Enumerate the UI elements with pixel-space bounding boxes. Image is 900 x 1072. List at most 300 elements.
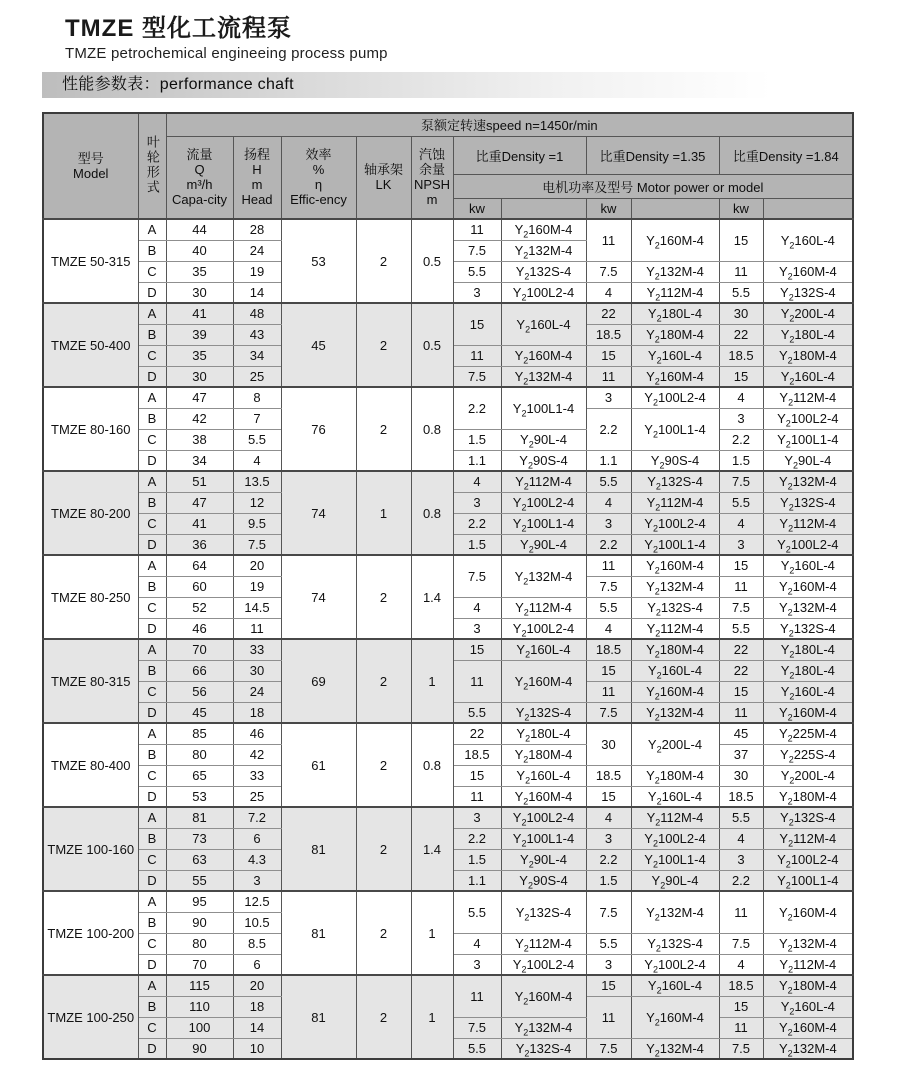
- impeller-cell: C: [138, 345, 166, 366]
- bearing-cell: 2: [356, 219, 411, 303]
- table-header: [43, 113, 853, 219]
- impeller-cell: C: [138, 1017, 166, 1038]
- impeller-cell: A: [138, 219, 166, 240]
- motor-model-cell-density2: $Y_2160M-4$: [631, 219, 719, 261]
- motor-model-cell-density1: $Y_2132M-4$: [501, 1017, 586, 1038]
- motor-kw-cell-density3: 18.5: [719, 975, 763, 996]
- header-npsh-symbol: NPSH: [413, 177, 451, 193]
- impeller-cell: B: [138, 828, 166, 849]
- head-cell: 25: [233, 786, 281, 807]
- bearing-cell: 2: [356, 975, 411, 1059]
- motor-kw-cell-density3: 5.5: [719, 618, 763, 639]
- header-capacity-en: Capa-city: [172, 192, 227, 208]
- head-cell: 19: [233, 576, 281, 597]
- motor-model-cell-density2: $Y_2100L1-4$: [631, 849, 719, 870]
- head-cell: 6: [233, 954, 281, 975]
- section-banner: [42, 72, 900, 98]
- model-cell: TMZE 80-200: [43, 471, 138, 555]
- motor-model-cell-density2: $Y_2112M-4$: [631, 492, 719, 513]
- motor-kw-cell-density1: 7.5: [453, 366, 501, 387]
- impeller-cell: A: [138, 975, 166, 996]
- header-model: [43, 113, 138, 219]
- header-motor-power: 电机功率及型号 Motor power or model: [453, 174, 853, 198]
- motor-model-cell-density3: $Y_2160L-4$: [763, 366, 853, 387]
- impeller-cell: A: [138, 891, 166, 912]
- npsh-cell: 1: [411, 639, 453, 723]
- motor-model-cell-density3: $Y_2132S-4$: [763, 492, 853, 513]
- efficiency-cell: 81: [281, 975, 356, 1059]
- motor-model-cell-density2: $Y_290S-4$: [631, 450, 719, 471]
- motor-kw-cell-density3: 15: [719, 366, 763, 387]
- capacity-cell: 110: [166, 996, 233, 1017]
- motor-model-cell-density2: $Y_2100L2-4$: [631, 954, 719, 975]
- impeller-cell: D: [138, 618, 166, 639]
- motor-kw-cell-density1: 11: [453, 975, 501, 1017]
- capacity-cell: 30: [166, 366, 233, 387]
- motor-model-cell-density3: $Y_2100L2-4$: [763, 408, 853, 429]
- capacity-cell: 36: [166, 534, 233, 555]
- motor-model-cell-density2: $Y_2160M-4$: [631, 996, 719, 1038]
- head-cell: 24: [233, 240, 281, 261]
- npsh-cell: 1: [411, 975, 453, 1059]
- model-cell: TMZE 50-400: [43, 303, 138, 387]
- motor-model-cell-density1: $Y_2132S-4$: [501, 891, 586, 933]
- motor-kw-cell-density1: 1.1: [453, 870, 501, 891]
- impeller-cell: C: [138, 765, 166, 786]
- model-cell: TMZE 80-250: [43, 555, 138, 639]
- head-cell: 33: [233, 639, 281, 660]
- header-capacity-unit: m³/h: [186, 177, 213, 193]
- motor-kw-cell-density2: 7.5: [586, 1038, 631, 1059]
- motor-kw-cell-density1: 4: [453, 597, 501, 618]
- motor-model-cell-density3: $Y_2225M-4$: [763, 723, 853, 744]
- bearing-cell: 2: [356, 387, 411, 471]
- motor-model-cell-density1: $Y_2112M-4$: [501, 471, 586, 492]
- header-kw-1: kw: [453, 198, 501, 219]
- motor-kw-cell-density1: 11: [453, 660, 501, 702]
- impeller-cell: D: [138, 366, 166, 387]
- motor-model-cell-density1: $Y_2100L1-4$: [501, 828, 586, 849]
- table-body: [43, 219, 853, 1059]
- impeller-cell: C: [138, 681, 166, 702]
- motor-kw-cell-density2: 7.5: [586, 891, 631, 933]
- impeller-cell: B: [138, 492, 166, 513]
- motor-model-cell-density1: $Y_2132S-4$: [501, 702, 586, 723]
- header-motor-model-2: [631, 198, 719, 219]
- motor-kw-cell-density1: 11: [453, 219, 501, 240]
- motor-kw-cell-density2: 15: [586, 345, 631, 366]
- motor-kw-cell-density3: 2.2: [719, 429, 763, 450]
- motor-kw-cell-density3: 15: [719, 555, 763, 576]
- head-cell: 12: [233, 492, 281, 513]
- motor-model-cell-density3: $Y_2160M-4$: [763, 261, 853, 282]
- motor-kw-cell-density3: 3: [719, 534, 763, 555]
- motor-model-cell-density3: $Y_2100L1-4$: [763, 870, 853, 891]
- impeller-cell: A: [138, 723, 166, 744]
- motor-model-cell-density2: $Y_2180M-4$: [631, 639, 719, 660]
- capacity-cell: 52: [166, 597, 233, 618]
- head-cell: 48: [233, 303, 281, 324]
- motor-kw-cell-density2: 11: [586, 996, 631, 1038]
- motor-model-cell-density2: $Y_2160L-4$: [631, 345, 719, 366]
- motor-model-cell-density1: $Y_2132M-4$: [501, 366, 586, 387]
- capacity-cell: 70: [166, 639, 233, 660]
- capacity-cell: 63: [166, 849, 233, 870]
- head-cell: 5.5: [233, 429, 281, 450]
- motor-kw-cell-density2: 3: [586, 828, 631, 849]
- header-efficiency-symbol: η: [314, 177, 323, 193]
- motor-model-cell-density2: $Y_2112M-4$: [631, 282, 719, 303]
- motor-kw-cell-density1: 5.5: [453, 702, 501, 723]
- motor-model-cell-density2: $Y_290L-4$: [631, 870, 719, 891]
- motor-model-cell-density3: $Y_2160M-4$: [763, 891, 853, 933]
- motor-kw-cell-density2: 1.1: [586, 450, 631, 471]
- motor-model-cell-density2: $Y_2180L-4$: [631, 303, 719, 324]
- motor-model-cell-density1: $Y_2160L-4$: [501, 765, 586, 786]
- impeller-cell: C: [138, 429, 166, 450]
- motor-model-cell-density3: $Y_2160L-4$: [763, 219, 853, 261]
- header-impeller-label: 叶轮形式: [144, 134, 160, 195]
- impeller-cell: D: [138, 450, 166, 471]
- motor-kw-cell-density2: 7.5: [586, 702, 631, 723]
- efficiency-cell: 81: [281, 807, 356, 891]
- impeller-cell: B: [138, 408, 166, 429]
- motor-model-cell-density3: $Y_2112M-4$: [763, 387, 853, 408]
- header-npsh-zh1: 汽蚀: [418, 147, 445, 163]
- motor-model-cell-density2: $Y_2180M-4$: [631, 765, 719, 786]
- header-density-184: 比重Density =1.84: [719, 136, 853, 174]
- motor-kw-cell-density2: 15: [586, 660, 631, 681]
- motor-model-cell-density3: $Y_2132S-4$: [763, 807, 853, 828]
- motor-kw-cell-density3: 22: [719, 639, 763, 660]
- motor-model-cell-density2: $Y_2100L1-4$: [631, 408, 719, 450]
- efficiency-cell: 74: [281, 555, 356, 639]
- header-head-zh: 扬程: [243, 147, 270, 163]
- head-cell: 20: [233, 555, 281, 576]
- npsh-cell: 0.8: [411, 471, 453, 555]
- motor-kw-cell-density2: 11: [586, 555, 631, 576]
- motor-model-cell-density3: $Y_2132S-4$: [763, 282, 853, 303]
- motor-kw-cell-density1: 15: [453, 765, 501, 786]
- motor-kw-cell-density3: 45: [719, 723, 763, 744]
- header-efficiency: [281, 136, 356, 219]
- motor-model-cell-density3: $Y_2132M-4$: [763, 933, 853, 954]
- model-cell: TMZE 100-250: [43, 975, 138, 1059]
- header-head: [233, 136, 281, 219]
- head-cell: 20: [233, 975, 281, 996]
- capacity-cell: 30: [166, 282, 233, 303]
- header-motor-model-3: [763, 198, 853, 219]
- motor-kw-cell-density3: 11: [719, 576, 763, 597]
- motor-kw-cell-density3: 7.5: [719, 933, 763, 954]
- header-npsh-zh2: 余量: [418, 162, 445, 178]
- motor-kw-cell-density1: 3: [453, 954, 501, 975]
- head-cell: 30: [233, 660, 281, 681]
- motor-model-cell-density2: $Y_2100L1-4$: [631, 534, 719, 555]
- capacity-cell: 115: [166, 975, 233, 996]
- head-cell: 8.5: [233, 933, 281, 954]
- capacity-cell: 51: [166, 471, 233, 492]
- motor-kw-cell-density2: 5.5: [586, 933, 631, 954]
- motor-kw-cell-density1: 2.2: [453, 828, 501, 849]
- motor-model-cell-density2: $Y_2160M-4$: [631, 366, 719, 387]
- motor-model-cell-density2: $Y_2132S-4$: [631, 597, 719, 618]
- motor-model-cell-density1: $Y_2112M-4$: [501, 933, 586, 954]
- motor-kw-cell-density2: 15: [586, 786, 631, 807]
- motor-model-cell-density2: $Y_2112M-4$: [631, 807, 719, 828]
- motor-model-cell-density3: $Y_2160M-4$: [763, 702, 853, 723]
- motor-kw-cell-density3: 4: [719, 513, 763, 534]
- capacity-cell: 70: [166, 954, 233, 975]
- motor-kw-cell-density2: 2.2: [586, 849, 631, 870]
- motor-model-cell-density2: $Y_2100L2-4$: [631, 387, 719, 408]
- motor-kw-cell-density2: 3: [586, 387, 631, 408]
- head-cell: 7.2: [233, 807, 281, 828]
- motor-kw-cell-density3: 1.5: [719, 450, 763, 471]
- motor-kw-cell-density3: 3: [719, 408, 763, 429]
- head-cell: 13.5: [233, 471, 281, 492]
- capacity-cell: 45: [166, 702, 233, 723]
- motor-kw-cell-density3: 30: [719, 303, 763, 324]
- bearing-cell: 2: [356, 807, 411, 891]
- header-impeller: [138, 113, 166, 219]
- motor-model-cell-density3: $Y_2112M-4$: [763, 954, 853, 975]
- motor-kw-cell-density3: 11: [719, 702, 763, 723]
- impeller-cell: C: [138, 513, 166, 534]
- motor-kw-cell-density1: 15: [453, 303, 501, 345]
- motor-kw-cell-density3: 11: [719, 1017, 763, 1038]
- impeller-cell: B: [138, 660, 166, 681]
- motor-kw-cell-density3: 7.5: [719, 1038, 763, 1059]
- motor-model-cell-density2: $Y_2132M-4$: [631, 576, 719, 597]
- npsh-cell: 0.5: [411, 219, 453, 303]
- header-density-1: 比重Density =1: [453, 136, 586, 174]
- motor-kw-cell-density1: 2.2: [453, 387, 501, 429]
- motor-kw-cell-density3: 3: [719, 849, 763, 870]
- motor-model-cell-density1: $Y_2100L1-4$: [501, 387, 586, 429]
- motor-model-cell-density2: $Y_2132M-4$: [631, 891, 719, 933]
- bearing-cell: 2: [356, 303, 411, 387]
- motor-kw-cell-density3: 4: [719, 954, 763, 975]
- motor-model-cell-density2: $Y_2132M-4$: [631, 1038, 719, 1059]
- impeller-cell: B: [138, 240, 166, 261]
- motor-kw-cell-density1: 1.5: [453, 534, 501, 555]
- head-cell: 3: [233, 870, 281, 891]
- capacity-cell: 53: [166, 786, 233, 807]
- motor-kw-cell-density2: 2.2: [586, 408, 631, 450]
- header-head-en: Head: [241, 192, 273, 208]
- motor-kw-cell-density2: 2.2: [586, 534, 631, 555]
- motor-kw-cell-density2: 3: [586, 954, 631, 975]
- capacity-cell: 90: [166, 1038, 233, 1059]
- motor-model-cell-density1: $Y_2100L2-4$: [501, 492, 586, 513]
- impeller-cell: C: [138, 933, 166, 954]
- motor-model-cell-density3: $Y_2160L-4$: [763, 555, 853, 576]
- motor-kw-cell-density1: 3: [453, 282, 501, 303]
- model-cell: TMZE 100-200: [43, 891, 138, 975]
- efficiency-cell: 74: [281, 471, 356, 555]
- head-cell: 34: [233, 345, 281, 366]
- model-cell: TMZE 50-315: [43, 219, 138, 303]
- head-cell: 14: [233, 282, 281, 303]
- motor-kw-cell-density3: 22: [719, 324, 763, 345]
- motor-model-cell-density1: $Y_2160M-4$: [501, 219, 586, 240]
- motor-kw-cell-density2: 11: [586, 366, 631, 387]
- efficiency-cell: 81: [281, 891, 356, 975]
- motor-kw-cell-density1: 7.5: [453, 1017, 501, 1038]
- capacity-cell: 56: [166, 681, 233, 702]
- motor-model-cell-density2: $Y_2160L-4$: [631, 660, 719, 681]
- capacity-cell: 38: [166, 429, 233, 450]
- impeller-cell: A: [138, 387, 166, 408]
- capacity-cell: 35: [166, 345, 233, 366]
- impeller-cell: C: [138, 597, 166, 618]
- motor-model-cell-density3: $Y_290L-4$: [763, 450, 853, 471]
- capacity-cell: 46: [166, 618, 233, 639]
- motor-model-cell-density1: $Y_2100L2-4$: [501, 618, 586, 639]
- motor-kw-cell-density1: 3: [453, 492, 501, 513]
- motor-model-cell-density3: $Y_2160M-4$: [763, 576, 853, 597]
- motor-kw-cell-density3: 7.5: [719, 471, 763, 492]
- motor-model-cell-density1: $Y_2100L2-4$: [501, 807, 586, 828]
- impeller-cell: D: [138, 870, 166, 891]
- head-cell: 25: [233, 366, 281, 387]
- motor-kw-cell-density1: 4: [453, 471, 501, 492]
- motor-model-cell-density3: $Y_2100L1-4$: [763, 429, 853, 450]
- npsh-cell: 1.4: [411, 807, 453, 891]
- motor-kw-cell-density3: 4: [719, 387, 763, 408]
- head-cell: 12.5: [233, 891, 281, 912]
- npsh-cell: 1.4: [411, 555, 453, 639]
- header-bearing-zh: 轴承架: [363, 162, 403, 178]
- motor-model-cell-density2: $Y_2132S-4$: [631, 933, 719, 954]
- motor-kw-cell-density3: 7.5: [719, 597, 763, 618]
- impeller-cell: A: [138, 807, 166, 828]
- motor-kw-cell-density3: 2.2: [719, 870, 763, 891]
- header-capacity-symbol: Q: [194, 162, 205, 178]
- efficiency-cell: 76: [281, 387, 356, 471]
- motor-kw-cell-density3: 15: [719, 219, 763, 261]
- capacity-cell: 95: [166, 891, 233, 912]
- motor-kw-cell-density1: 22: [453, 723, 501, 744]
- capacity-cell: 64: [166, 555, 233, 576]
- section-banner-label: 性能参数表：performance chaft: [62, 76, 294, 93]
- capacity-cell: 80: [166, 744, 233, 765]
- head-cell: 10: [233, 1038, 281, 1059]
- capacity-cell: 41: [166, 513, 233, 534]
- header-model-zh: 型号: [77, 151, 104, 166]
- header-npsh-unit: m: [426, 192, 438, 208]
- header-model-en: Model: [73, 166, 109, 181]
- impeller-cell: D: [138, 282, 166, 303]
- motor-kw-cell-density2: 1.5: [586, 870, 631, 891]
- motor-model-cell-density3: $Y_2180M-4$: [763, 786, 853, 807]
- motor-model-cell-density1: $Y_2132M-4$: [501, 240, 586, 261]
- motor-model-cell-density2: $Y_2132M-4$: [631, 702, 719, 723]
- page-subtitle: TMZE petrochemical engineeing process pump: [65, 45, 388, 62]
- motor-kw-cell-density2: 15: [586, 975, 631, 996]
- header-speed: 泵额定转速speed n=1450r/min: [166, 113, 853, 136]
- npsh-cell: 0.8: [411, 387, 453, 471]
- impeller-cell: B: [138, 744, 166, 765]
- capacity-cell: 39: [166, 324, 233, 345]
- impeller-cell: A: [138, 303, 166, 324]
- head-cell: 8: [233, 387, 281, 408]
- capacity-cell: 35: [166, 261, 233, 282]
- model-cell: TMZE 100-160: [43, 807, 138, 891]
- motor-model-cell-density2: $Y_2112M-4$: [631, 618, 719, 639]
- motor-kw-cell-density3: 5.5: [719, 807, 763, 828]
- impeller-cell: B: [138, 996, 166, 1017]
- model-cell: TMZE 80-315: [43, 639, 138, 723]
- motor-model-cell-density3: $Y_2132M-4$: [763, 471, 853, 492]
- motor-kw-cell-density2: 7.5: [586, 576, 631, 597]
- head-cell: 46: [233, 723, 281, 744]
- motor-kw-cell-density3: 15: [719, 996, 763, 1017]
- header-bearing: [356, 136, 411, 219]
- motor-model-cell-density3: $Y_2132S-4$: [763, 618, 853, 639]
- capacity-cell: 66: [166, 660, 233, 681]
- capacity-cell: 73: [166, 828, 233, 849]
- motor-kw-cell-density3: 5.5: [719, 282, 763, 303]
- motor-model-cell-density3: $Y_2160L-4$: [763, 681, 853, 702]
- motor-model-cell-density1: $Y_2160M-4$: [501, 345, 586, 366]
- motor-model-cell-density3: $Y_2225S-4$: [763, 744, 853, 765]
- motor-model-cell-density3: $Y_2180L-4$: [763, 660, 853, 681]
- capacity-cell: 44: [166, 219, 233, 240]
- head-cell: 19: [233, 261, 281, 282]
- motor-model-cell-density1: $Y_2160M-4$: [501, 975, 586, 1017]
- head-cell: 14: [233, 1017, 281, 1038]
- motor-model-cell-density1: $Y_2160L-4$: [501, 303, 586, 345]
- impeller-cell: C: [138, 261, 166, 282]
- motor-kw-cell-density2: 30: [586, 723, 631, 765]
- npsh-cell: 0.8: [411, 723, 453, 807]
- motor-model-cell-density1: $Y_2132S-4$: [501, 1038, 586, 1059]
- motor-model-cell-density3: $Y_2132M-4$: [763, 1038, 853, 1059]
- header-efficiency-en: Effic-ency: [290, 192, 347, 208]
- head-cell: 11: [233, 618, 281, 639]
- capacity-cell: 47: [166, 387, 233, 408]
- motor-kw-cell-density3: 18.5: [719, 345, 763, 366]
- motor-kw-cell-density1: 1.1: [453, 450, 501, 471]
- motor-kw-cell-density3: 11: [719, 261, 763, 282]
- motor-kw-cell-density2: 18.5: [586, 324, 631, 345]
- motor-kw-cell-density1: 4: [453, 933, 501, 954]
- header-efficiency-unit: %: [312, 162, 325, 178]
- impeller-cell: D: [138, 786, 166, 807]
- motor-kw-cell-density1: 11: [453, 786, 501, 807]
- motor-model-cell-density3: $Y_2160L-4$: [763, 996, 853, 1017]
- motor-model-cell-density2: $Y_2160L-4$: [631, 786, 719, 807]
- motor-model-cell-density1: $Y_290S-4$: [501, 870, 586, 891]
- motor-model-cell-density3: $Y_2180L-4$: [763, 324, 853, 345]
- bearing-cell: 2: [356, 555, 411, 639]
- head-cell: 7: [233, 408, 281, 429]
- capacity-cell: 40: [166, 240, 233, 261]
- motor-kw-cell-density3: 30: [719, 765, 763, 786]
- motor-kw-cell-density1: 1.5: [453, 429, 501, 450]
- motor-model-cell-density1: $Y_2112M-4$: [501, 597, 586, 618]
- motor-model-cell-density2: $Y_2180M-4$: [631, 324, 719, 345]
- motor-kw-cell-density3: 18.5: [719, 786, 763, 807]
- motor-model-cell-density1: $Y_2180M-4$: [501, 744, 586, 765]
- capacity-cell: 41: [166, 303, 233, 324]
- motor-kw-cell-density2: 11: [586, 681, 631, 702]
- capacity-cell: 80: [166, 933, 233, 954]
- motor-kw-cell-density3: 22: [719, 660, 763, 681]
- motor-model-cell-density1: $Y_2132S-4$: [501, 261, 586, 282]
